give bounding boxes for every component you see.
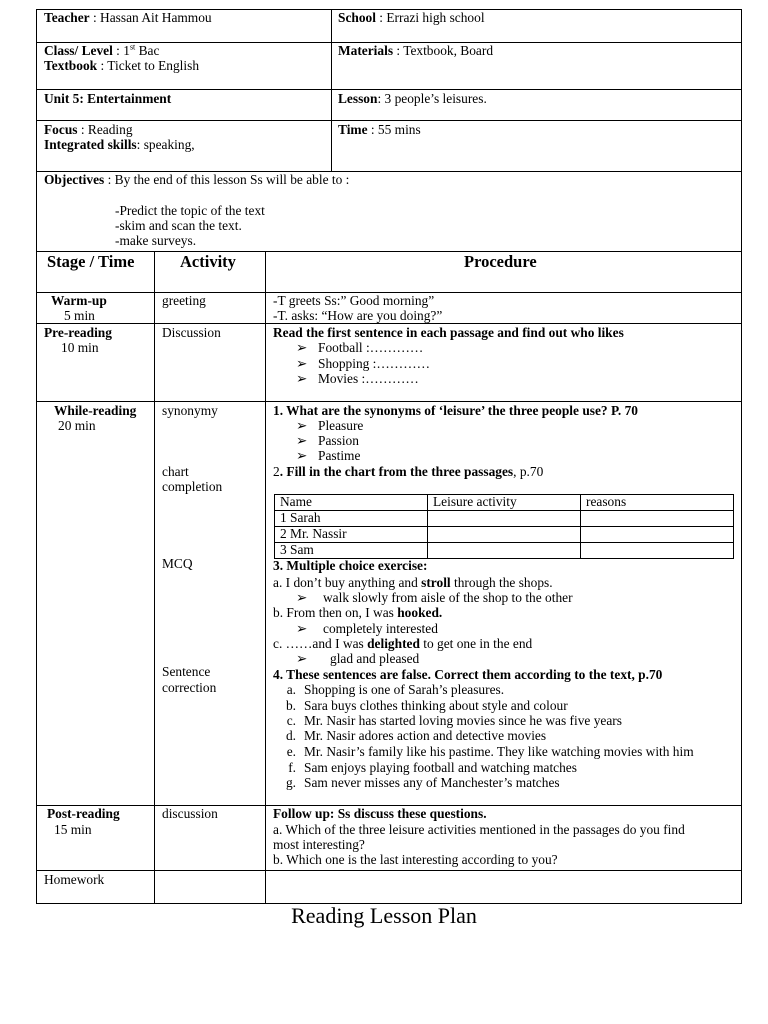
- arrow-bullet-icon: ➢: [296, 433, 308, 448]
- mcq-answer: [296, 651, 419, 666]
- objective-item: -make surveys.: [115, 233, 197, 248]
- table-row: [275, 527, 734, 543]
- list-item-text: Pleasure: [318, 418, 364, 433]
- list-item: [296, 356, 430, 371]
- class-field: [44, 43, 159, 58]
- table-cell: 2 Mr. Nassir: [275, 527, 428, 543]
- list-item-text: Football :…………: [318, 340, 424, 355]
- integrated-skills-value: : speaking,: [136, 137, 195, 152]
- rule: [265, 251, 266, 904]
- list-letter: e.: [286, 744, 296, 759]
- list-item: [296, 340, 423, 355]
- followup-question: a. Which of the three leisure activities mentioned in the passages do you find: [273, 822, 685, 837]
- mcq-answer: [296, 590, 573, 605]
- class-value-superscript: st: [129, 42, 136, 52]
- table-row: [275, 511, 734, 527]
- prereading-activity: Discussion: [162, 325, 221, 340]
- list-item-text: Shopping :…………: [318, 356, 430, 371]
- stage-time-header: Stage / Time: [47, 252, 135, 271]
- question-4: [273, 667, 662, 682]
- focus-label: Focus: [44, 122, 78, 137]
- question-4-text: 4. These sentences are false. Correct them according to the text, p.70: [273, 667, 663, 682]
- lesson-label: Lesson: [338, 91, 378, 106]
- table-cell: 3 Sam: [275, 543, 428, 559]
- teacher-field: [44, 10, 212, 25]
- activity-synonymy: synonymy: [162, 403, 218, 418]
- table-header-cell: Leisure activity: [428, 495, 581, 511]
- objective-item: -Predict the topic of the text: [115, 203, 265, 218]
- prereading-stage: [44, 325, 112, 340]
- question-2-page: , p.70: [513, 464, 544, 479]
- mcq-text: a. I don’t buy anything and: [273, 575, 422, 590]
- leisure-chart-table: [274, 494, 734, 559]
- list-item: [272, 713, 622, 728]
- activity-header: Activity: [180, 252, 236, 271]
- document-caption: Reading Lesson Plan: [291, 903, 477, 928]
- postreading-time: 15 min: [54, 822, 92, 837]
- prereading-instruction: [273, 325, 624, 340]
- list-item: [296, 371, 419, 386]
- arrow-bullet-icon: ➢: [296, 356, 308, 371]
- class-value: : 1: [112, 43, 130, 58]
- list-item-text: Movies :…………: [318, 371, 419, 386]
- mcq-answer-text: completely interested: [323, 621, 438, 636]
- textbook-field: [44, 58, 199, 73]
- question-1-text: 1. What are the synonyms of ‘leisure’ the three people use? P. 70: [273, 403, 639, 418]
- class-label: Class/ Level: [44, 43, 113, 58]
- time-field: [338, 122, 421, 137]
- school-field: [338, 10, 485, 25]
- table-row: [275, 495, 734, 511]
- list-item: [296, 448, 360, 463]
- warmup-time: 5 min: [64, 308, 95, 323]
- followup-question: b. Which one is the last interesting according to you?: [273, 852, 558, 867]
- arrow-bullet-icon: ➢: [296, 418, 308, 433]
- prereading-stage-label: Pre-reading: [44, 325, 112, 340]
- list-item: [272, 775, 560, 790]
- rule: [154, 251, 155, 904]
- list-item: [296, 418, 363, 433]
- mcq-text: to get one in the end: [419, 636, 533, 651]
- objectives-value: : By the end of this lesson Ss will be able to :: [104, 172, 350, 187]
- arrow-bullet-icon: ➢: [296, 621, 308, 636]
- mcq-text: b. From then on, I was: [273, 605, 398, 620]
- rule: [36, 120, 742, 121]
- rule: [36, 401, 742, 402]
- followup-question: most interesting?: [273, 837, 365, 852]
- warmup-activity: greeting: [162, 293, 206, 308]
- arrow-bullet-icon: ➢: [296, 371, 308, 386]
- warmup-line: -T. asks: “How are you doing?”: [273, 308, 443, 323]
- prereading-instruction-text: Read the first sentence in each passage and find out who likes: [273, 325, 624, 340]
- rule: [36, 89, 742, 90]
- objectives-field: [44, 172, 349, 187]
- activity-chart: completion: [162, 479, 223, 494]
- mcq-answer-text: walk slowly from aisle of the shop to the other: [323, 590, 573, 605]
- list-item-text: Shopping is one of Sarah’s pleasures.: [304, 682, 505, 697]
- whilereading-time: 20 min: [58, 418, 96, 433]
- list-letter: c.: [286, 713, 296, 728]
- objective-item: -skim and scan the text.: [115, 218, 242, 233]
- activity-chart: chart: [162, 464, 189, 479]
- warmup-line: -T greets Ss:” Good morning”: [273, 293, 435, 308]
- list-letter: d.: [285, 728, 296, 743]
- question-1: [273, 403, 638, 418]
- arrow-bullet-icon: ➢: [296, 651, 308, 666]
- list-item: [296, 433, 359, 448]
- mcq-answer-text: glad and pleased: [330, 651, 420, 666]
- time-label: Time: [338, 122, 368, 137]
- integrated-skills-field: [44, 137, 195, 152]
- school-value: : Errazi high school: [375, 10, 485, 25]
- table-row: [275, 543, 734, 559]
- mcq-answer: [296, 621, 438, 636]
- activity-sentence: Sentence: [162, 664, 211, 679]
- arrow-bullet-icon: ➢: [296, 590, 308, 605]
- list-item-text: Passion: [318, 433, 359, 448]
- question-3-text: 3. Multiple choice exercise:: [273, 558, 428, 573]
- postreading-stage-label: Post-reading: [47, 806, 120, 821]
- list-item-text: Sam enjoys playing football and watching matches: [304, 760, 577, 775]
- arrow-bullet-icon: ➢: [296, 448, 308, 463]
- textbook-label: Textbook: [44, 58, 98, 73]
- list-item: [272, 728, 546, 743]
- procedure-header: Procedure: [464, 252, 537, 271]
- class-value-suffix: Bac: [135, 43, 160, 58]
- mcq-item: [273, 605, 442, 620]
- objectives-label: Objectives: [44, 172, 105, 187]
- followup-heading: [273, 806, 487, 821]
- teacher-label: Teacher: [44, 10, 90, 25]
- list-item: [272, 682, 504, 697]
- unit-title: [44, 91, 171, 106]
- list-item: [272, 744, 694, 759]
- postreading-stage: [47, 806, 120, 821]
- table-cell[interactable]: [428, 527, 581, 543]
- postreading-activity: discussion: [162, 806, 218, 821]
- focus-value: : Reading: [77, 122, 133, 137]
- table-cell: 1 Sarah: [275, 511, 428, 527]
- prereading-time: 10 min: [61, 340, 99, 355]
- textbook-value: : Ticket to English: [97, 58, 200, 73]
- homework-label: Homework: [44, 872, 105, 887]
- list-item-text: Sam never misses any of Manchester’s matches: [304, 775, 560, 790]
- table-cell[interactable]: [581, 511, 734, 527]
- question-2-number: 2: [273, 464, 280, 479]
- table-cell[interactable]: [428, 511, 581, 527]
- question-2-text: . Fill in the chart from the three passages: [279, 464, 514, 479]
- teacher-value: : Hassan Ait Hammou: [89, 10, 212, 25]
- table-cell[interactable]: [428, 543, 581, 559]
- rule: [36, 870, 742, 871]
- followup-text: Follow up: Ss discuss these questions.: [273, 806, 487, 821]
- table-cell[interactable]: [581, 527, 734, 543]
- whilereading-stage: [54, 403, 136, 418]
- warmup-stage: [51, 293, 107, 308]
- materials-label: Materials: [338, 43, 394, 58]
- list-item: [272, 698, 568, 713]
- list-item-text: Mr. Nasir has started loving movies since he was five years: [304, 713, 622, 728]
- list-letter: f.: [288, 760, 296, 775]
- list-letter: a.: [286, 682, 296, 697]
- list-letter: b.: [285, 698, 296, 713]
- activity-sentence: correction: [162, 680, 217, 695]
- rule: [36, 251, 742, 252]
- mcq-keyword: hooked.: [397, 605, 443, 620]
- integrated-skills-label: Integrated skills: [44, 137, 137, 152]
- focus-field: [44, 122, 133, 137]
- list-item-text: Mr. Nasir’s family like his pastime. They like watching movies with him: [304, 744, 694, 759]
- activity-mcq: MCQ: [162, 556, 193, 571]
- mcq-text: through the shops.: [450, 575, 553, 590]
- lesson-field: [338, 91, 487, 106]
- unit-label: Unit 5: Entertainment: [44, 91, 172, 106]
- time-value: : 55 mins: [367, 122, 421, 137]
- list-item-text: Sara buys clothes thinking about style and colour: [304, 698, 568, 713]
- mcq-item: [273, 636, 532, 651]
- warmup-stage-label: Warm-up: [51, 293, 107, 308]
- school-label: School: [338, 10, 376, 25]
- list-letter: g.: [285, 775, 296, 790]
- lesson-value: : 3 people’s leisures.: [377, 91, 487, 106]
- materials-value: : Textbook, Board: [393, 43, 494, 58]
- list-item-text: Mr. Nasir adores action and detective movies: [304, 728, 547, 743]
- table-header-cell: Name: [275, 495, 428, 511]
- question-3: [273, 558, 427, 573]
- mcq-text: c. ……and I was: [273, 636, 368, 651]
- list-item-text: Pastime: [318, 448, 361, 463]
- mcq-keyword: stroll: [421, 575, 451, 590]
- rule: [331, 9, 332, 171]
- table-header-cell: reasons: [581, 495, 734, 511]
- whilereading-stage-label: While-reading: [54, 403, 137, 418]
- mcq-item: [273, 575, 553, 590]
- materials-field: [338, 43, 493, 58]
- list-item: [272, 760, 577, 775]
- arrow-bullet-icon: ➢: [296, 340, 308, 355]
- table-cell[interactable]: [581, 543, 734, 559]
- question-2: [273, 464, 543, 479]
- mcq-keyword: delighted: [367, 636, 420, 651]
